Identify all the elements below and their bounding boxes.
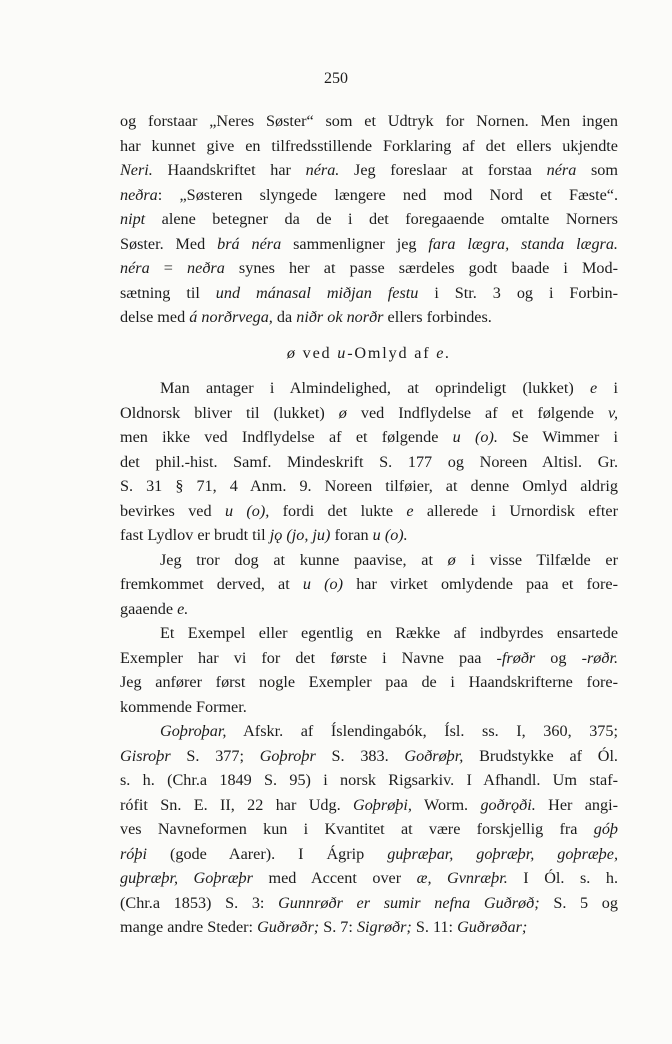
text-run: kommende Former.: [120, 697, 247, 716]
text-run: =: [149, 259, 188, 277]
italic-term: u: [337, 343, 348, 362]
text-line: [120, 646, 618, 671]
text-run: som: [576, 161, 618, 179]
text-run: i visse Tilfælde er: [455, 550, 618, 569]
text-run: da: [272, 308, 297, 326]
paragraph-1: [120, 109, 618, 330]
text-run: (Chr.a 1853) S. 3:: [120, 893, 279, 912]
italic-term: Neri.: [120, 161, 153, 179]
italic-term: jǫ (jo, ju): [269, 526, 331, 544]
text-line: [120, 793, 618, 818]
text-run: ellers forbindes.: [383, 308, 492, 326]
text-run: ved Indflydelse af et følgende: [346, 403, 608, 422]
italic-term: néra: [546, 161, 577, 179]
text-line: [120, 548, 618, 573]
text-run: Exempler har vi for det første i Navne paa: [120, 648, 497, 667]
text-run: det phil.-hist. Samf. Mindeskrift S. 177 og Noreen Altisl. Gr.: [120, 452, 618, 471]
italic-term: ø: [447, 550, 456, 569]
italic-term: guþræþar, goþræþr, goþræþe,: [387, 844, 618, 863]
text-line: [120, 376, 618, 401]
italic-term: Guðrøðr;: [257, 918, 320, 936]
italic-term: neðra: [120, 185, 158, 204]
text-run: allerede i Urnordisk efter: [413, 501, 618, 520]
text-run: Her angi-: [535, 795, 618, 814]
text-run: sammenligner jeg: [281, 234, 429, 253]
text-line: [120, 597, 618, 622]
italic-term: u (o): [302, 575, 344, 593]
text-run: alene betegner da de i det foregaaende omtalte Norners: [145, 210, 618, 228]
italic-term: e: [590, 379, 598, 397]
italic-term: æ, Gvnræþr.: [416, 869, 508, 887]
text-run: bevirkes ved: [120, 501, 225, 520]
text-line: [120, 425, 618, 450]
text-run: har virket omlydende paa et fore-: [343, 575, 618, 593]
text-run: Se Wimmer i: [497, 428, 618, 446]
text-run: ves Navneformen kun i Kvantitet at være forskjellig fra: [120, 820, 594, 838]
italic-term: fara lægra, standa lægra.: [428, 234, 618, 253]
text-line: [120, 305, 618, 330]
text-line: [120, 572, 618, 597]
text-run: Jeg foreslaar at forstaa: [339, 161, 547, 179]
text-run: fast Lydlov er brudt til: [120, 526, 270, 544]
text-run: S. 383.: [315, 746, 405, 765]
italic-term: nipt: [120, 210, 146, 228]
italic-term: e: [406, 501, 414, 520]
text-run: mange andre Steder:: [120, 918, 258, 936]
text-run: S. 11:: [411, 918, 458, 936]
section-heading: [120, 341, 618, 366]
italic-term: brá néra: [217, 234, 282, 253]
text-run: : „Søsteren slyngede længere ned mod Nord et Fæste“.: [157, 185, 618, 204]
text-run: med Accent over: [252, 869, 417, 887]
italic-term: und mánasal miðjan festu: [215, 283, 419, 302]
text-run: Jeg tror dog at kunne paavise, at: [160, 550, 448, 569]
text-run: delse med: [120, 308, 190, 326]
text-run: foran: [330, 526, 373, 544]
text-line: [120, 891, 618, 916]
text-line: [120, 842, 618, 867]
text-line: [120, 744, 618, 769]
text-line: [120, 256, 618, 281]
text-run: fordi det lukte: [269, 501, 407, 520]
italic-term: u (o).: [452, 428, 498, 446]
text-line: [120, 183, 618, 208]
italic-term: Goðrøþr,: [404, 746, 464, 765]
paragraph-4: [120, 621, 618, 719]
text-run: S. 31 § 71, 4 Anm. 9. Noreen tilføier, at denne Omlyd aldrig: [120, 477, 618, 495]
page-number: 250: [324, 70, 348, 87]
text-line: [120, 621, 618, 646]
text-line: [120, 915, 618, 940]
text-run: rófit Sn. E. II, 22 har Udg.: [120, 795, 354, 814]
text-line: [120, 232, 618, 257]
text-run: i: [597, 379, 618, 397]
text-run: men ikke ved Indflydelse af et følgende: [120, 428, 453, 446]
text-run: Et Exempel eller egentlig en Række af indbyrdes ensartede: [160, 624, 618, 642]
text-run: Afskr. af Íslendingabók, Ísl. ss. I, 360, 375;: [226, 722, 618, 740]
italic-term: u (o),: [224, 501, 270, 520]
text-run: sætning til: [120, 283, 216, 302]
text-line: [120, 450, 618, 475]
text-run: Brudstykke af Ól.: [463, 746, 618, 765]
italic-term: guþræþr, Goþræþr: [120, 869, 253, 887]
italic-term: ø: [286, 343, 297, 362]
text-run: Jeg anfører først nogle Exempler paa de i Haandskrifterne fore-: [120, 673, 618, 691]
italic-term: Goþroþar,: [160, 722, 227, 740]
italic-term: néra: [120, 259, 150, 277]
text-run: Søster. Med: [120, 234, 218, 253]
text-run: og: [535, 648, 582, 667]
text-line: [120, 207, 618, 232]
italic-term: Guðrøðar;: [457, 918, 528, 936]
italic-term: róþi: [120, 844, 147, 863]
italic-term: góþ: [593, 820, 618, 838]
text-run: fremkommet derved, at: [120, 575, 303, 593]
italic-term: Goþroþr: [259, 746, 316, 765]
text-run: I Ól. s. h.: [507, 869, 618, 887]
italic-term: ø: [338, 403, 347, 422]
italic-term: Gunnrøðr er sumir nefna Guðrøð;: [278, 893, 540, 912]
text-line: [120, 670, 618, 695]
text-run: i Str. 3 og i Forbin-: [418, 283, 618, 302]
text-run: S. 377;: [170, 746, 260, 765]
text-run: Man antager i Almindelighed, at oprindeligt (lukket): [160, 379, 591, 397]
text-run: ved: [296, 343, 338, 362]
text-run: Worm.: [411, 795, 481, 814]
text-run: S. 5 og: [539, 893, 618, 912]
italic-term: e.: [436, 343, 452, 362]
text-line: [120, 109, 618, 134]
italic-term: á norðrvega,: [189, 308, 273, 326]
italic-term: Sigrøðr;: [356, 918, 412, 936]
text-run: Oldnorsk bliver til (lukket): [120, 403, 339, 422]
text-line: [120, 719, 618, 744]
italic-term: -frøðr: [496, 648, 536, 667]
italic-term: goðrǫði.: [480, 795, 536, 814]
paragraph-5: [120, 719, 618, 940]
text-line: [120, 134, 618, 159]
text-line: [120, 401, 618, 426]
text-line: [120, 499, 618, 524]
italic-term: v,: [607, 403, 618, 422]
text-line: [120, 158, 618, 183]
text-line: [120, 695, 618, 720]
text-run: (gode Aarer). I Ágrip: [147, 844, 388, 863]
paragraph-3: [120, 548, 618, 622]
text-line: [120, 474, 618, 499]
text-run: S. 7:: [319, 918, 357, 936]
italic-term: Goþrøþi,: [353, 795, 412, 814]
paragraph-2: [120, 376, 618, 548]
text-run: gaaende: [120, 599, 178, 618]
italic-term: e.: [177, 599, 189, 618]
text-line: [120, 817, 618, 842]
text-line: [120, 768, 618, 793]
italic-term: u (o).: [372, 526, 408, 544]
italic-term: -røðr.: [581, 648, 618, 667]
text-line: [120, 866, 618, 891]
page-body: [120, 109, 618, 940]
italic-term: neðra: [187, 259, 225, 277]
text-run: har kunnet give en tilfredsstillende Forklaring af det ellers ukjendte: [120, 136, 618, 155]
text-run: synes her at passe særdeles godt baade i Mod-: [224, 259, 618, 277]
text-run: s. h. (Chr.a 1849 S. 95) i norsk Rigsarkiv. I Afhandl. Um staf-: [120, 771, 618, 789]
text-line: [120, 523, 618, 548]
italic-term: Gisroþr: [120, 746, 171, 765]
text-run: -Omlyd af: [347, 343, 437, 362]
text-run: og forstaar „Neres Søster“ som et Udtryk for Nornen. Men ingen: [120, 112, 618, 130]
italic-term: néra.: [305, 161, 340, 179]
text-run: Haandskriftet har: [152, 161, 306, 179]
text-line: [120, 281, 618, 306]
italic-term: niðr ok norðr: [296, 308, 384, 326]
